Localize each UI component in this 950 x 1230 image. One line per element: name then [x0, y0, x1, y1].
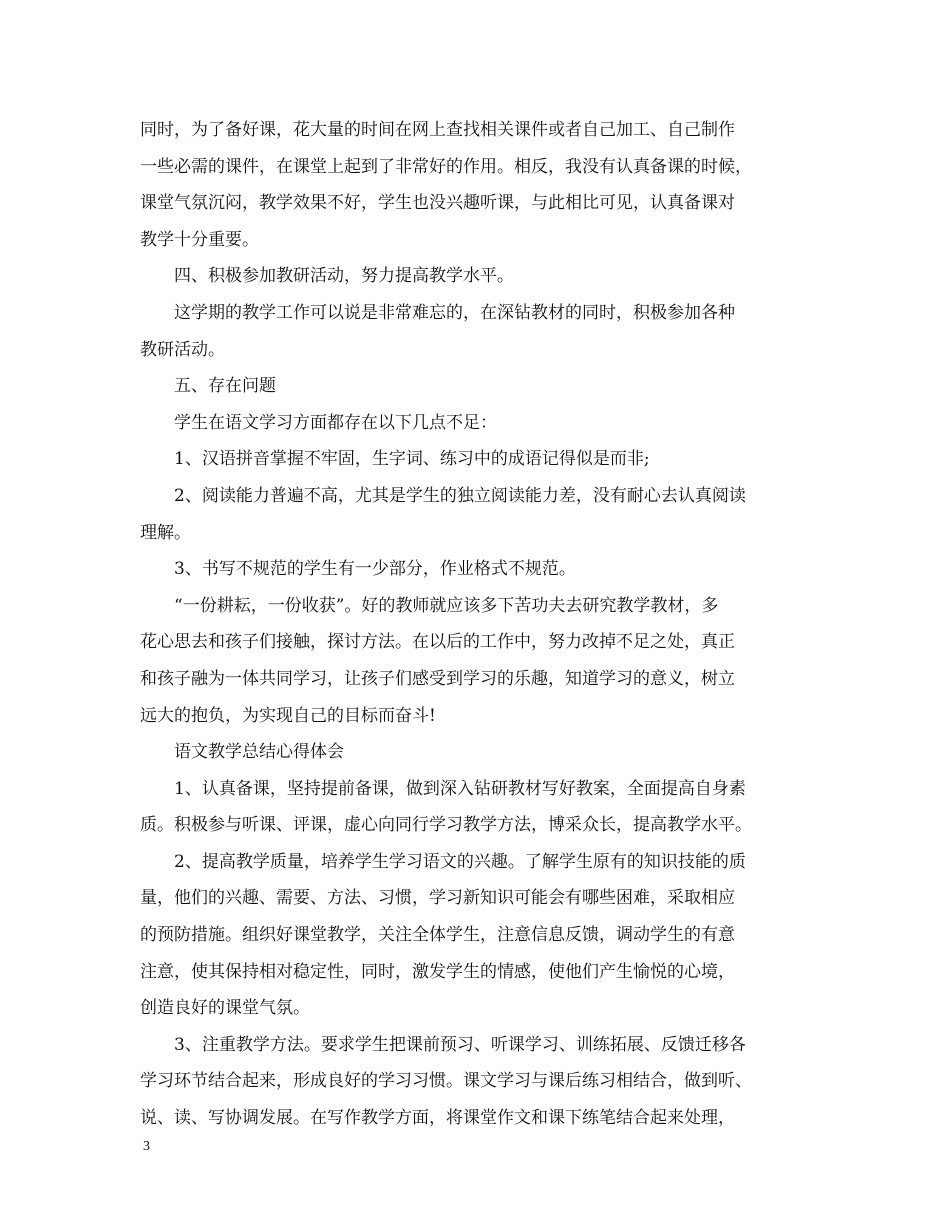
page-number: 3 [143, 1139, 150, 1154]
body-text [140, 112, 825, 1137]
text-line: 说、读、写协调发展。在写作教学方面，将课堂作文和课下练笔结合起来处理， [140, 1108, 735, 1129]
text-line: 质。积极参与听课、评课，虚心向同行学习教学方法，博采众长，提高教学水平。 [140, 815, 752, 836]
text-line: 理解。 [140, 522, 191, 543]
text-line: 同时，为了备好课，花大量的时间在网上查找相关课件或者自己加工、自己制作 [140, 120, 735, 140]
text-line: 3、注重教学方法。要求学生把课前预习、听课学习、训练拓展、反馈迁移各 [174, 1034, 746, 1055]
text-line: 2、阅读能力普遍不高，尤其是学生的独立阅读能力差，没有耐心去认真阅读 [174, 485, 746, 506]
text-line: 和孩子融为一体共同学习，让孩子们感受到学习的乐趣，知道学习的意义，树立 [140, 668, 735, 689]
text-line: 这学期的教学工作可以说是非常难忘的，在深钻教材的同时，积极参加各种 [174, 302, 735, 323]
text-line: 注意，使其保持相对稳定性，同时，激发学生的情感，使他们产生愉悦的心境， [140, 961, 735, 982]
text-line: 教研活动。 [140, 339, 225, 360]
text-line: 量，他们的兴趣、需要、方法、习惯，学习新知识可能会有哪些困难，采取相应 [140, 888, 735, 909]
text-line: 一些必需的课件，在课堂上起到了非常好的作用。相反，我没有认真备课的时候， [140, 156, 752, 177]
text-line: 教学十分重要。 [140, 229, 259, 250]
text-line: “一份耕耘，一份收获”。好的教师就应该多下苦功夫去研究教学教材，多 [174, 595, 719, 616]
text-line: 创造良好的课堂气氛。 [140, 998, 310, 1019]
text-line: 课堂气氛沉闷，教学效果不好，学生也没兴趣听课，与此相比可见，认真备课对 [140, 193, 735, 214]
text-line: 2、提高教学质量，培养学生学习语文的兴趣。了解学生原有的知识技能的质 [174, 851, 746, 872]
text-line: 学习环节结合起来，形成良好的学习习惯。课文学习与课后练习相结合，做到听、 [140, 1071, 752, 1092]
text-line: 1、认真备课，坚持提前备课，做到深入钻研教材写好教案，全面提高自身素 [174, 778, 746, 799]
text-line: 1、汉语拼音掌握不牢固，生字词、练习中的成语记得似是而非; [174, 449, 650, 470]
text-line: 远大的抱负，为实现自己的目标而奋斗! [140, 705, 436, 726]
text-line: 的预防措施。组织好课堂教学，关注全体学生，注意信息反馈，调动学生的有意 [140, 925, 735, 946]
text-line: 语文教学总结心得体会 [174, 742, 344, 763]
text-line: 四、积极参加教研活动，努力提高教学水平。 [174, 266, 514, 287]
text-line: 3、书写不规范的学生有一少部分，作业格式不规范。 [174, 559, 576, 580]
text-line: 五、存在问题 [174, 376, 276, 397]
text-line: 学生在语文学习方面都存在以下几点不足： [174, 412, 497, 433]
text-line: 花心思去和孩子们接触，探讨方法。在以后的工作中，努力改掉不足之处，真正 [140, 632, 735, 653]
